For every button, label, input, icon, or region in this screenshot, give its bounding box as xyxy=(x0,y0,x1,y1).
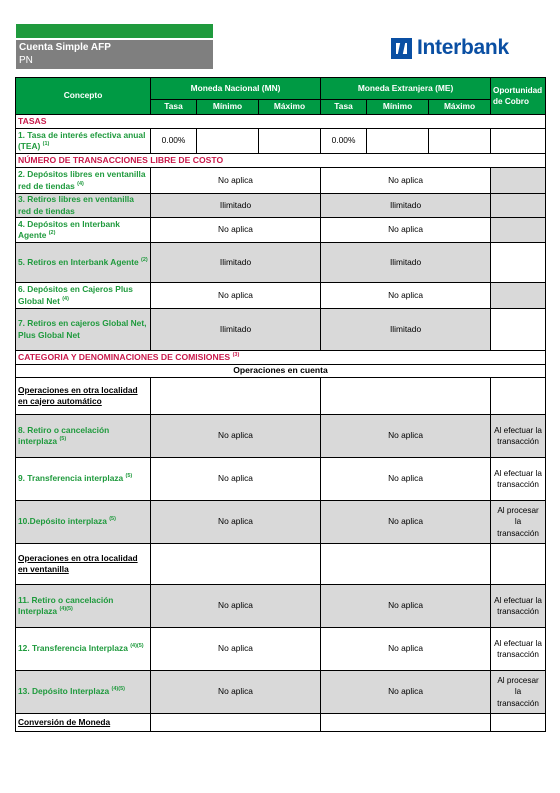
row-3-mn: Ilimitado xyxy=(151,194,321,218)
row-12-mn: No aplica xyxy=(151,628,321,671)
product-title: Cuenta Simple AFP xyxy=(19,42,111,53)
mn-minimo-header: Mínimo xyxy=(197,100,259,115)
row-10-label: 10.Depósito interplaza $^{(5)}$ xyxy=(16,501,151,544)
row-8-mn: No aplica xyxy=(151,415,321,458)
row-7-mn: Ilimitado xyxy=(151,309,321,351)
group-conversion-label: Conversión de Moneda xyxy=(16,714,151,732)
product-subtitle: PN xyxy=(19,55,33,66)
me-header: Moneda Extranjera (ME) xyxy=(321,78,491,100)
fee-table xyxy=(15,77,546,732)
row-tea-label: 1. Tasa de interés efectiva anual (TEA) $^{(1)}$ xyxy=(16,129,151,154)
row-13-mn: No aplica xyxy=(151,671,321,714)
row-4-label: 4. Depósitos en Interbank Agente $^{(2)}$ xyxy=(16,218,151,243)
row-11-mn: No aplica xyxy=(151,585,321,628)
row-9-mn: No aplica xyxy=(151,458,321,501)
me-minimo-header: Mínimo xyxy=(367,100,429,115)
row-12-oportunidad: Al efectuar la transacción xyxy=(491,628,546,671)
interbank-logo-icon xyxy=(391,38,412,59)
section-transacciones: NÚMERO DE TRANSACCIONES LIBRE DE COSTO xyxy=(16,154,546,168)
row-3-label: 3. Retiros libres en ventanilla red de tiendas xyxy=(16,194,151,218)
row-9-me: No aplica xyxy=(321,458,491,501)
row-9-oportunidad: Al efectuar la transacción xyxy=(491,458,546,501)
row-5-label: 5. Retiros en Interbank Agente $^{(2)}$ xyxy=(16,243,151,283)
mn-maximo-header: Máximo xyxy=(259,100,321,115)
row-2-mn: No aplica xyxy=(151,168,321,194)
row-5-me: Ilimitado xyxy=(321,243,491,283)
row-13-oportunidad: Al procesar la transacción xyxy=(491,671,546,714)
row-2-label: 2. Depósitos libres en ventanilla red de tiendas $^{(4)}$ xyxy=(16,168,151,194)
row-11-label: 11. Retiro o cancelación Interplaza $^{(4)(5)}$ xyxy=(16,585,151,628)
row-5-mn: Ilimitado xyxy=(151,243,321,283)
row-12-label: 12. Transferencia Interplaza $^{(4)(5)}$ xyxy=(16,628,151,671)
group-ventanilla-label: Operaciones en otra localidad en ventanilla xyxy=(16,544,151,585)
concept-header: Concepto xyxy=(16,78,151,115)
section-comisiones: CATEGORIA Y DENOMINACIONES DE COMISIONES $^{(3)}$ xyxy=(16,351,546,365)
mn-tasa-header: Tasa xyxy=(151,100,197,115)
row-tea-mn-rate: 0.00% xyxy=(151,129,197,154)
row-11-oportunidad: Al efectuar la transacción xyxy=(491,585,546,628)
interbank-logo-text: Interbank xyxy=(417,36,509,59)
row-4-mn: No aplica xyxy=(151,218,321,243)
row-10-mn: No aplica xyxy=(151,501,321,544)
me-tasa-header: Tasa xyxy=(321,100,367,115)
me-maximo-header: Máximo xyxy=(429,100,491,115)
row-11-me: No aplica xyxy=(321,585,491,628)
row-2-me: No aplica xyxy=(321,168,491,194)
row-4-me: No aplica xyxy=(321,218,491,243)
interbank-logo xyxy=(391,36,509,60)
row-8-me: No aplica xyxy=(321,415,491,458)
row-7-me: Ilimitado xyxy=(321,309,491,351)
row-6-mn: No aplica xyxy=(151,283,321,309)
row-tea-me-rate: 0.00% xyxy=(321,129,367,154)
row-3-me: Ilimitado xyxy=(321,194,491,218)
mn-header: Moneda Nacional (MN) xyxy=(151,78,321,100)
row-8-oportunidad: Al efectuar la transacción xyxy=(491,415,546,458)
row-10-me: No aplica xyxy=(321,501,491,544)
row-13-label: 13. Depósito Interplaza $^{(4)(5)}$ xyxy=(16,671,151,714)
row-8-label: 8. Retiro o cancelación interplaza $^{(5)}$ xyxy=(16,415,151,458)
section-tasas: TASAS xyxy=(16,115,546,129)
header-accent-bar xyxy=(16,24,213,38)
row-12-me: No aplica xyxy=(321,628,491,671)
group-cajero-label: Operaciones en otra localidad en cajero automático xyxy=(16,378,151,415)
row-9-label: 9. Transferencia interplaza $^{(5)}$ xyxy=(16,458,151,501)
row-6-label: 6. Depósitos en Cajeros Plus Global Net $^{(4)}$ xyxy=(16,283,151,309)
product-title-block xyxy=(16,40,213,69)
opportunity-header: Oportunidad de Cobro xyxy=(491,78,546,115)
subsection-operaciones-cuenta: Operaciones en cuenta xyxy=(16,365,546,378)
row-6-me: No aplica xyxy=(321,283,491,309)
row-7-label: 7. Retiros en cajeros Global Net, Plus Global Net xyxy=(16,309,151,351)
row-13-me: No aplica xyxy=(321,671,491,714)
row-10-oportunidad: Al procesar la transacción xyxy=(491,501,546,544)
